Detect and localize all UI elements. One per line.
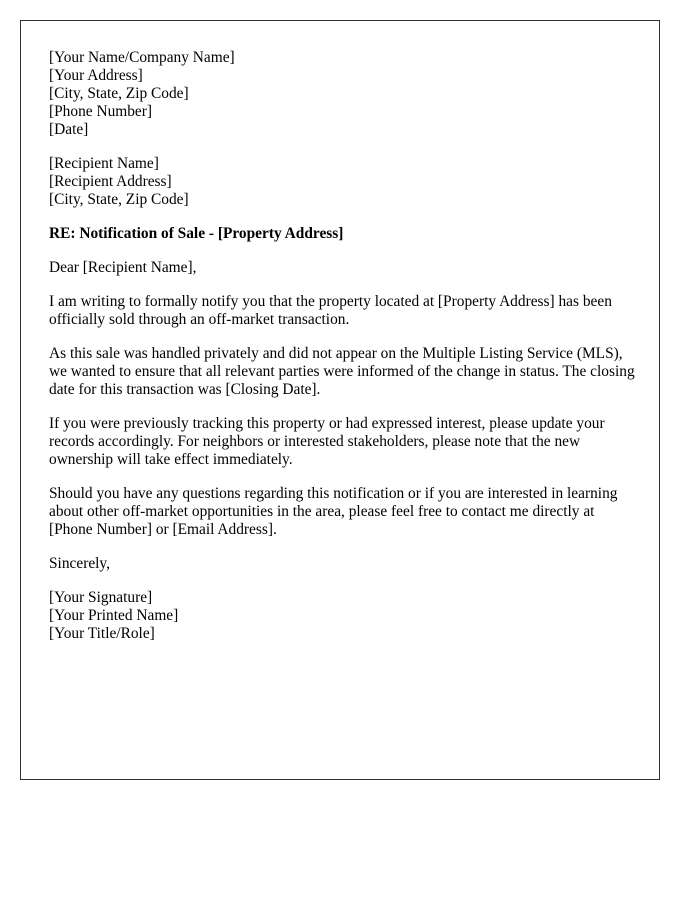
signature: [Your Signature]: [49, 589, 153, 606]
sender-address: [Your Address]: [49, 67, 143, 84]
title-role: [Your Title/Role]: [49, 625, 155, 642]
letter-page: [20, 20, 660, 780]
signature-block: [49, 589, 639, 643]
body-paragraph-1: I am writing to formally notify you that the property located at [Property Address] has been officially sold through an off-market transaction.: [49, 293, 612, 328]
sender-city-state-zip: [City, State, Zip Code]: [49, 85, 189, 102]
letter-date: [Date]: [49, 121, 89, 138]
body-paragraph-2: As this sale was handled privately and did not appear on the Multiple Listing Service (MLS), we wanted to ensure that all relevant parties were informed of the change in status. The closing date for this transaction was [Closing Date].: [49, 345, 635, 398]
recipient-name: [Recipient Name]: [49, 155, 159, 172]
salutation: Dear [Recipient Name],: [49, 259, 197, 276]
recipient-address: [Recipient Address]: [49, 173, 172, 190]
recipient-block: [49, 155, 639, 209]
recipient-city-state-zip: [City, State, Zip Code]: [49, 191, 189, 208]
sender-phone: [Phone Number]: [49, 103, 153, 120]
closing: Sincerely,: [49, 555, 110, 572]
sender-block: [49, 49, 639, 139]
body-paragraph-3: If you were previously tracking this property or had expressed interest, please update your records accordingly. For neighbors or interested stakeholders, please note that the new ownership will take effect immediately.: [49, 415, 605, 468]
sender-name: [Your Name/Company Name]: [49, 49, 235, 66]
body-paragraph-4: Should you have any questions regarding this notification or if you are interested in learning about other off-market opportunities in the area, please feel free to contact me directly at [Phone Number] or [Email Address].: [49, 485, 618, 538]
printed-name: [Your Printed Name]: [49, 607, 179, 624]
letter-content: [49, 49, 639, 659]
subject-line: RE: Notification of Sale - [Property Address]: [49, 225, 344, 242]
